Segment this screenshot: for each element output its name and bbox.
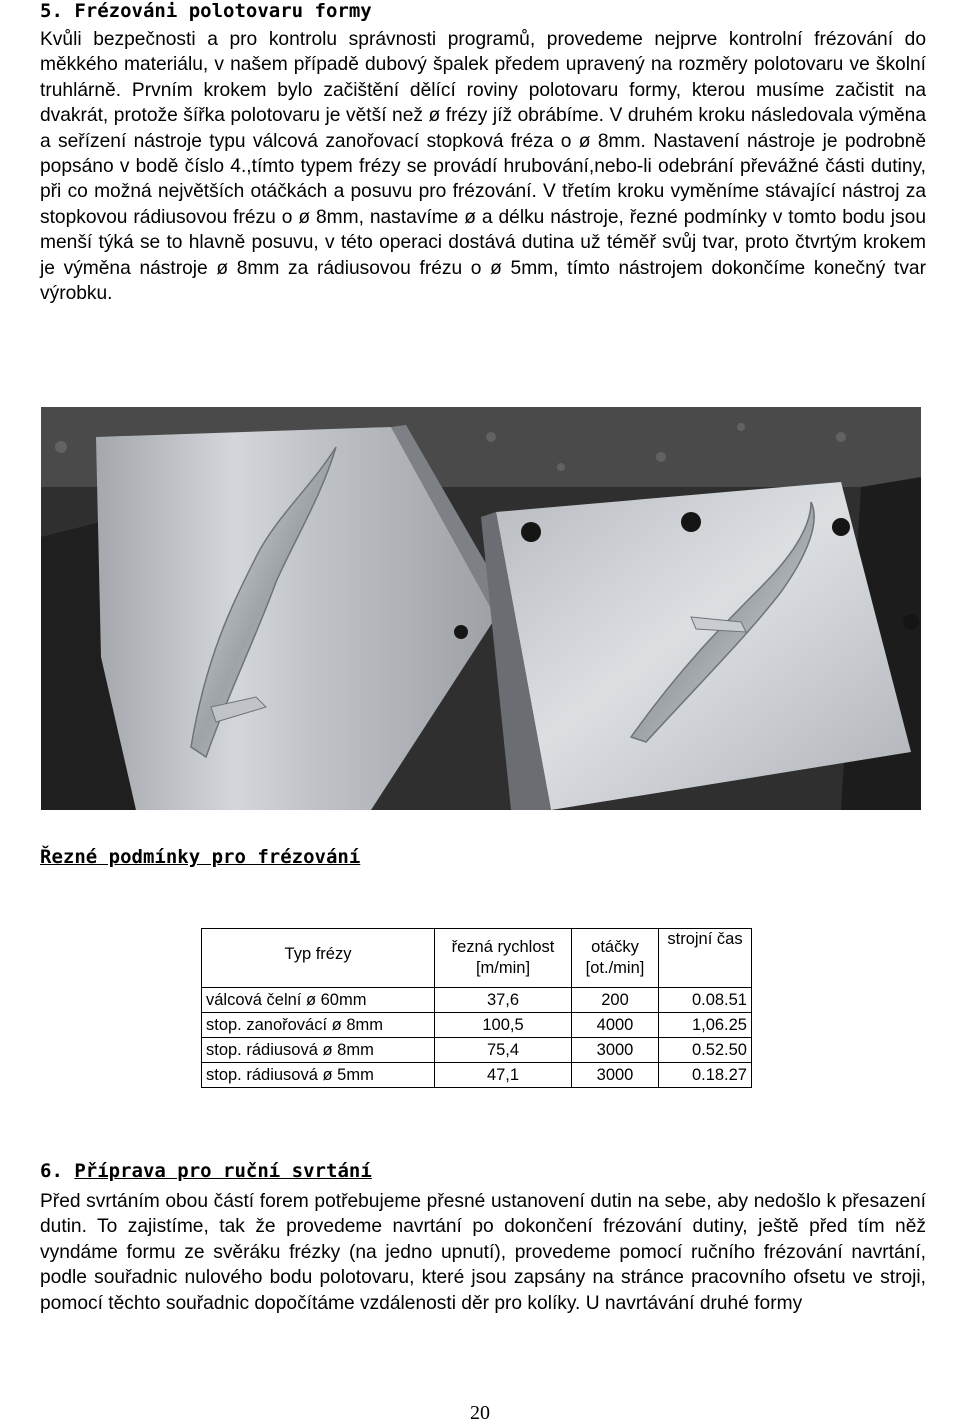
section-6-title: Příprava pro ruční svrtání: [74, 1160, 372, 1182]
milled-mold-photo: [41, 407, 921, 810]
header-tool-type: Typ frézy: [202, 929, 435, 988]
row-machine-time: 1,06.25: [659, 1013, 752, 1038]
conditions-heading: Řezné podmínky pro frézování: [40, 846, 361, 868]
table-row: [202, 988, 752, 1013]
row-cutting-speed: 100,5: [435, 1013, 572, 1038]
table-header-row: [202, 929, 752, 988]
header-cutting-speed-unit: [m/min]: [475, 959, 531, 977]
row-cutting-speed: 37,6: [435, 988, 572, 1013]
row-rpm: 3000: [572, 1038, 659, 1063]
header-cutting-speed: [435, 929, 572, 988]
row-machine-time: 0.18.27: [659, 1063, 752, 1088]
section-6-body: Před svrtáním obou částí forem potřebujeme přesné ustanovení dutin na sebe, aby nedošlo k přesazení dutin. To zajistíme, tak že provedeme navrtání po dokončení frézování dutiny, ještě před tím něž vyndáme formu ze svěráku frézky (na jedno upnutí), provedeme pomocí ručního frézování navrtání, podle souřadnic nulového bodu polotovaru, které jsou zapsány na stránce pracovního ofsetu ve stroji, pomocí těchto souřadnic dopočítáme vzdálenosti děr pro kolíky. U navrtávání druhé formy: [40, 1191, 926, 1314]
section-6-number: 6.: [40, 1160, 63, 1182]
row-rpm: 4000: [572, 1013, 659, 1038]
row-cutting-speed: 75,4: [435, 1038, 572, 1063]
row-tool-type: stop. rádiusová ø 8mm: [202, 1038, 435, 1063]
table-row: [202, 1038, 752, 1063]
header-machine-time: strojní čas: [659, 929, 752, 988]
header-rpm: [572, 929, 659, 988]
cutting-conditions-table: [201, 928, 752, 1088]
section-6-heading: [40, 1160, 372, 1182]
row-cutting-speed: 47,1: [435, 1063, 572, 1088]
header-rpm-label: otáčky: [591, 938, 639, 956]
section-5-body: Kvůli bezpečnosti a pro kontrolu správnosti programů, provedeme nejprve kontrolní frézování do měkkého materiálu, v našem případě dubový špalek předem upravený na rozměry polotovaru ve školní truhlárně. Prvním krokem bylo začištění dělící roviny polotovaru formy, kterou musíme začistit na dvakrát, protože šířka polotovaru je větší než ø frézy jíž obrábíme. V druhém kroku následovala výměna a seřízení nástroje typu válcová zanořovací stopková fréza o ø 8mm. Nastavení nástroje je podrobně popsáno v bodě číslo 4.,tímto typem frézy se provádí hrubování,nebo-li odebrání převážné části dutiny, při co možná největších otáčkách a posuvu pro frézování. V třetím kroku vyměníme stávající nástroj za stopkovou rádiusovou frézu o ø 8mm, nastavíme ø a délku nástroje, řezné podmínky v tomto bodu jsou menší týká se to hlavně posuvu, v této operaci dostává dutina už téměř svůj tvar, proto čtvrtým krokem je výměna nástroje ø 8mm za rádiusovou frézu o ø 5mm, tímto nástrojem dokončíme konečný tvar výrobku.: [40, 29, 926, 305]
row-tool-type: stop. zanořovácí ø 8mm: [202, 1013, 435, 1038]
table-row: [202, 1063, 752, 1088]
section-5-heading: 5. Frézováni polotovaru formy: [40, 0, 372, 22]
row-tool-type: stop. rádiusová ø 5mm: [202, 1063, 435, 1088]
page-number: 20: [470, 1402, 490, 1424]
row-rpm: 200: [572, 988, 659, 1013]
header-cutting-speed-label: řezná rychlost: [451, 938, 555, 956]
row-machine-time: 0.52.50: [659, 1038, 752, 1063]
header-rpm-unit: [ot./min]: [585, 959, 645, 977]
milled-mold-illustration: [41, 407, 921, 810]
row-machine-time: 0.08.51: [659, 988, 752, 1013]
row-rpm: 3000: [572, 1063, 659, 1088]
table-row: [202, 1013, 752, 1038]
row-tool-type: válcová čelní ø 60mm: [202, 988, 435, 1013]
